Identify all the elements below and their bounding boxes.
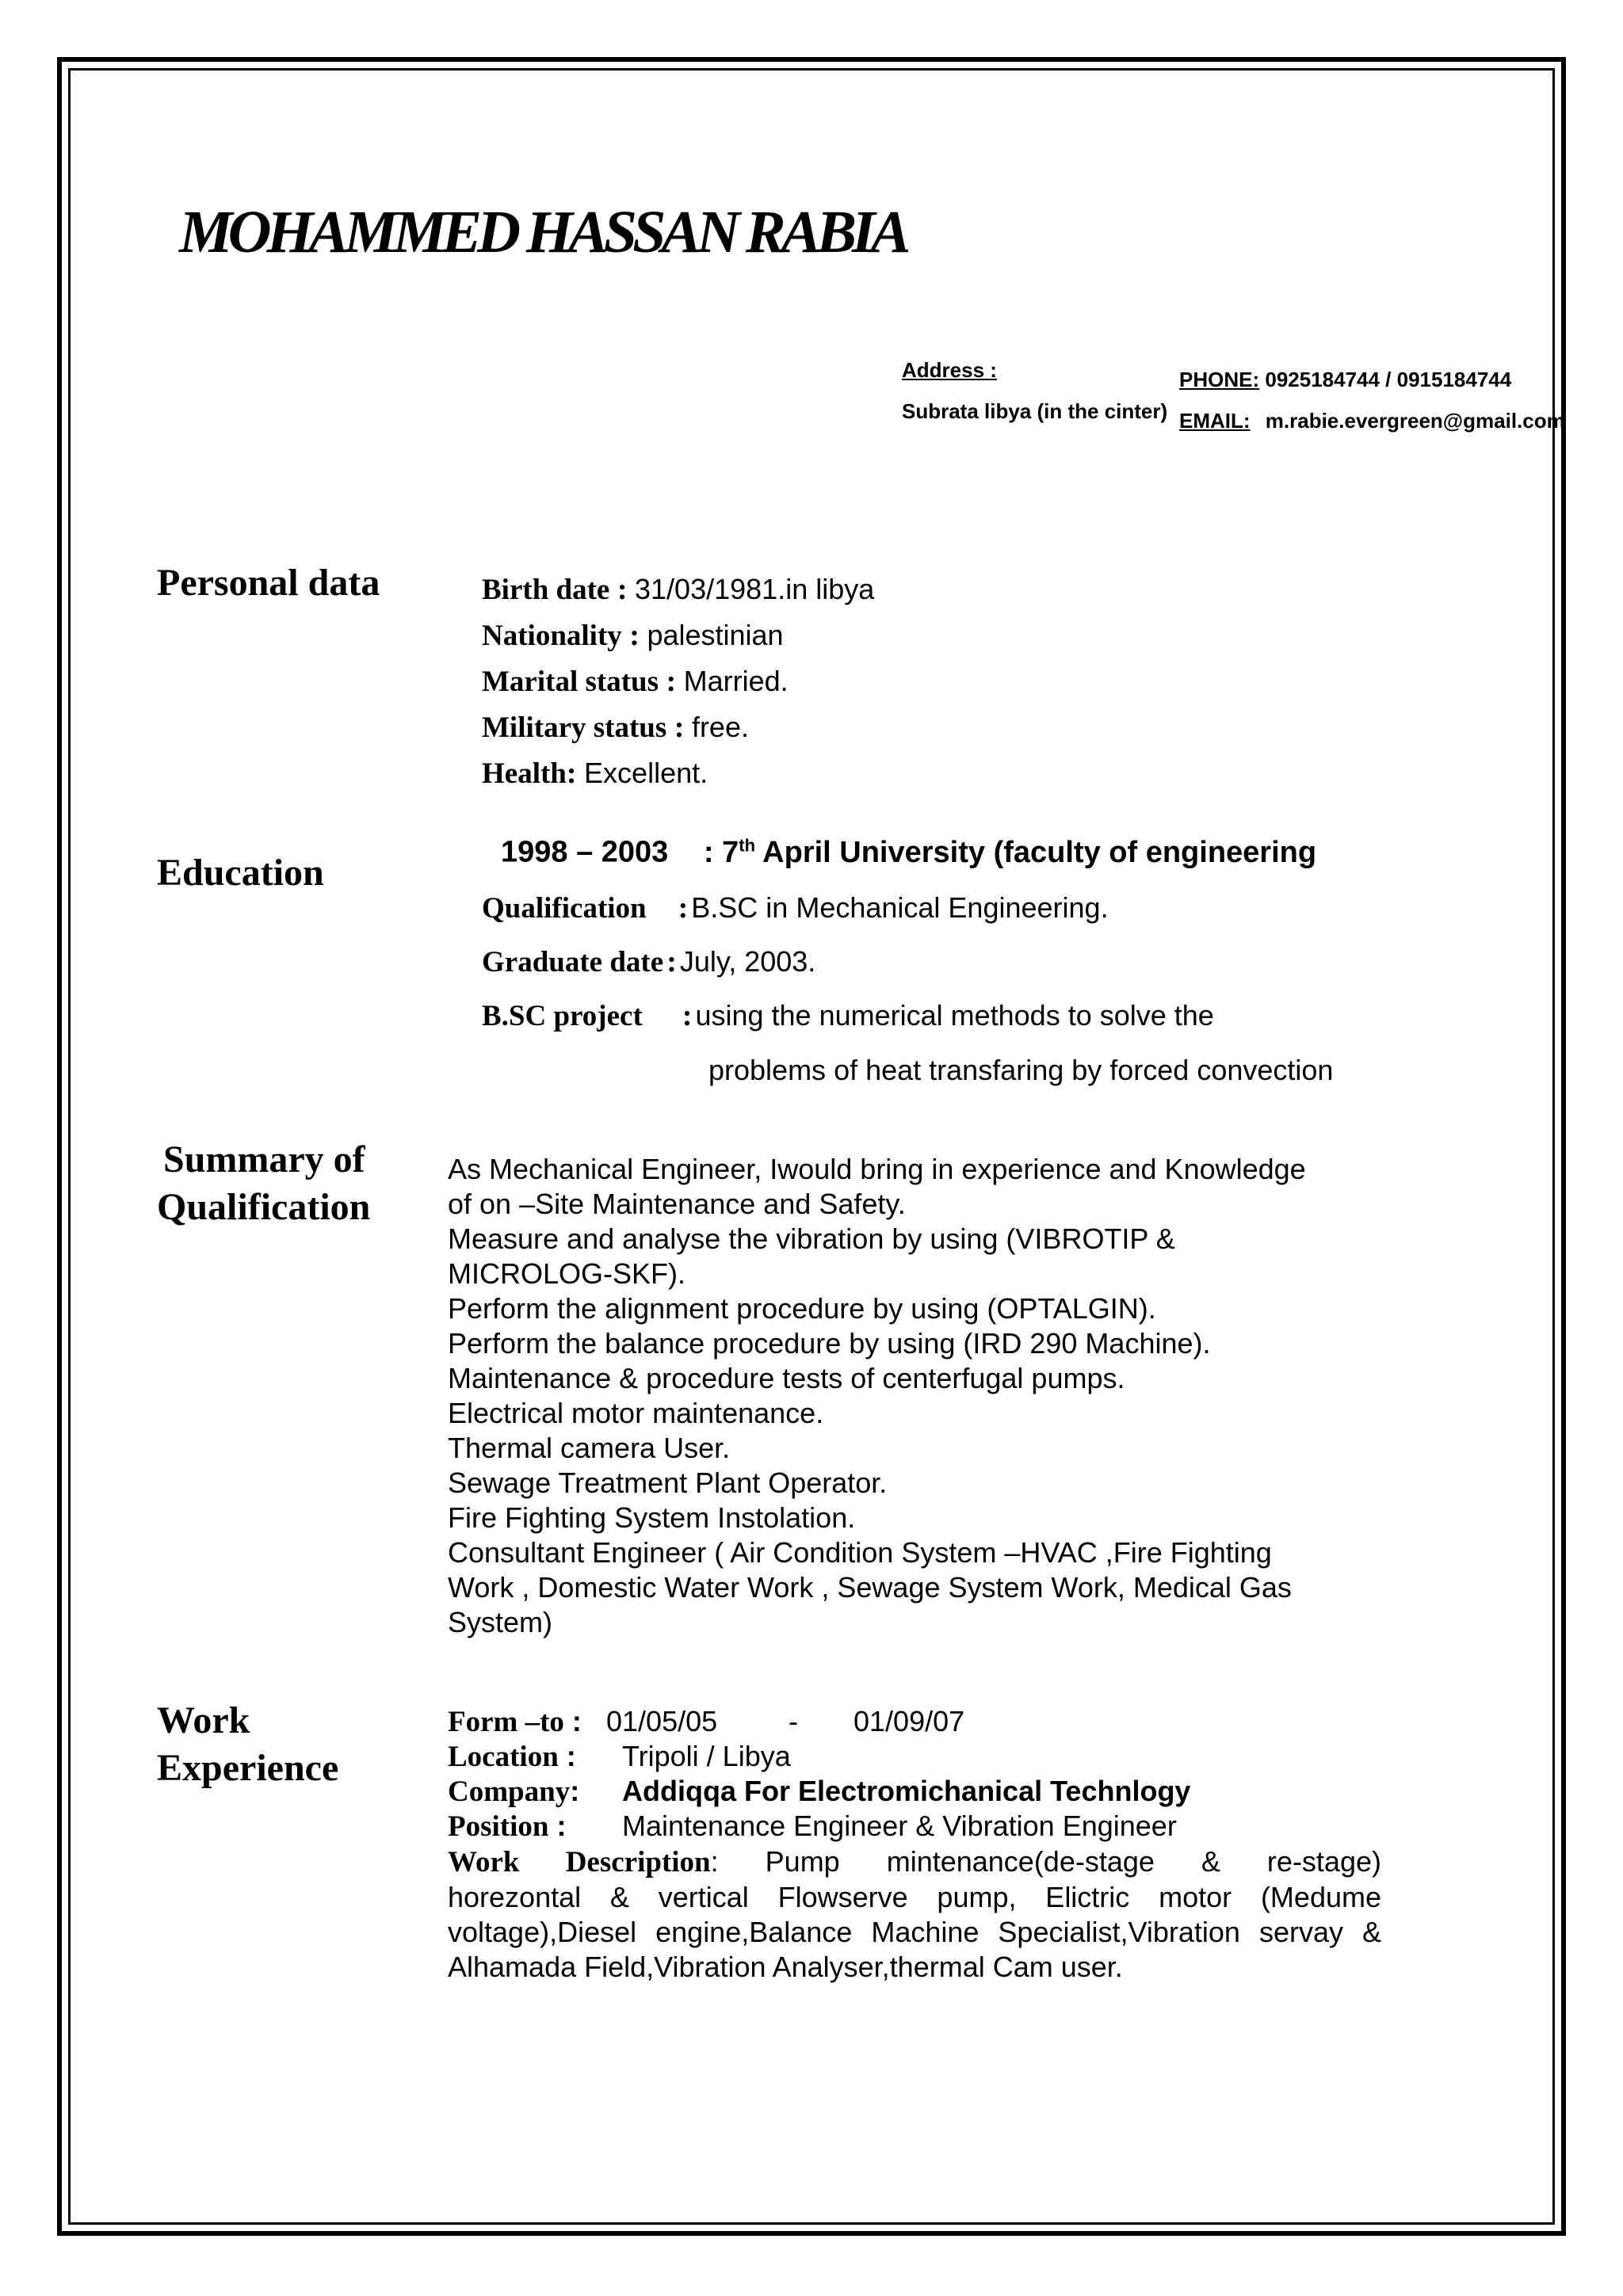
separator: : [621, 619, 647, 652]
qualification-label: Qualification [482, 892, 647, 925]
phone-value: 0925184744 / 0915184744 [1265, 368, 1512, 391]
summary-line: Sewage Treatment Plant Operator. [448, 1466, 888, 1499]
project-label: B.SC project [482, 1000, 643, 1032]
section-title-work-1: Work [157, 1699, 250, 1741]
work-company-row: Company: Addiqqa For Electromichanical Technlogy [448, 1775, 1191, 1808]
summary-line: Electrical motor maintenance. [448, 1397, 824, 1429]
position-label: Position [448, 1810, 549, 1843]
personal-row-military-status [482, 710, 749, 745]
location-label: Location [448, 1741, 559, 1773]
military-status-value: free. [691, 711, 749, 743]
work-description-label: Work Description [448, 1846, 711, 1878]
company-label: Company [448, 1775, 571, 1808]
personal-row-birth-date [482, 572, 874, 607]
personal-row-health [482, 756, 708, 791]
birth-date-label: Birth date [482, 574, 610, 606]
personal-row-nationality [482, 618, 784, 653]
education-years: 1998 – 2003 [501, 835, 669, 869]
summary-line: Maintenance & procedure tests of centerfugal pumps. [448, 1362, 1125, 1394]
section-title-work-2: Experience [157, 1747, 339, 1789]
work-description-line: voltage),Diesel engine,Balance Machine Specialist,Vibration servay & [448, 1916, 1381, 1948]
separator: : [666, 711, 692, 744]
separator: : [659, 665, 684, 698]
work-description: Work Description: Pump mintenance(de-stage & re-stage) horezontal & vertical Flowserve pump, Elictric motor (Medume voltage),Diesel engine,Balance Machine Specialist,Vibration servay & Alhamada Field,Vibration Analyser,thermal Cam user. [448, 1845, 1381, 1983]
company-value: Addiqqa For Electromichanical Technlogy [622, 1775, 1191, 1807]
summary-line: Work , Domestic Water Work , Sewage System Work, Medical Gas [448, 1571, 1292, 1604]
separator: : [678, 891, 689, 925]
phone-label: PHONE: [1179, 368, 1260, 391]
summary-line: Thermal camera User. [448, 1432, 731, 1464]
personal-row-marital-status [482, 664, 789, 699]
summary-line: System) [448, 1606, 553, 1638]
separator: : [609, 573, 636, 606]
separator: : [666, 945, 677, 978]
work-position-row: Position : Maintenance Engineer & Vibration Engineer [448, 1810, 1177, 1843]
military-status-label: Military status [482, 711, 667, 744]
address-label: Address : [902, 358, 997, 382]
form-to-value: 01/09/07 [854, 1705, 965, 1737]
summary-line: Fire Fighting System Instolation. [448, 1501, 856, 1534]
project-value-1: using the numerical methods to solve the [695, 999, 1214, 1032]
marital-status-value: Married. [683, 665, 789, 697]
work-form-to-row: Form –to : 01/05/05 - 01/09/07 [448, 1705, 965, 1738]
work-description-line: horezontal & vertical Flowserve pump, Elictric motor (Medume [448, 1881, 1381, 1913]
section-title-personal: Personal data [157, 562, 380, 604]
qualification-value: B.SC in Mechanical Engineering. [691, 891, 1109, 924]
work-description-line: Pump mintenance(de-stage & re-stage) [765, 1845, 1381, 1878]
education-project-row [482, 998, 1214, 1033]
section-title-education: Education [157, 852, 324, 894]
health-label: Health [482, 757, 567, 790]
birth-date-value: 31/03/1981.in libya [635, 573, 875, 605]
section-title-summary-1: Summary of [163, 1138, 365, 1180]
project-value-2: problems of heat transfaring by forced convection [708, 1054, 1334, 1086]
graduate-date-label: Graduate date [482, 946, 664, 978]
nationality-label: Nationality [482, 620, 622, 652]
summary-line: Perform the alignment procedure by using (OPTALGIN). [448, 1292, 1156, 1325]
health-value: Excellent. [584, 757, 708, 789]
marital-status-label: Marital status [482, 666, 659, 698]
summary-line: of on –Site Maintenance and Safety. [448, 1188, 906, 1220]
form-from-value: 01/05/05 [606, 1705, 718, 1737]
email-line [1179, 409, 1565, 433]
graduate-date-value: July, 2003. [679, 945, 816, 978]
phone-line [1179, 368, 1511, 392]
education-university: : 7th April University (faculty of engineering [703, 835, 1317, 869]
separator: : [566, 757, 585, 790]
summary-line: As Mechanical Engineer, Iwould bring in experience and Knowledge [448, 1153, 1306, 1185]
summary-list [448, 1152, 1306, 1640]
candidate-name: MOHAMMED HASSAN RABIA [179, 199, 907, 265]
summary-line: Perform the balance procedure by using (IRD 290 Machine). [448, 1327, 1211, 1360]
summary-line: Consultant Engineer ( Air Condition System –HVAC ,Fire Fighting [448, 1536, 1272, 1569]
location-value: Tripoli / Libya [622, 1740, 791, 1772]
form-to-label: Form –to [448, 1706, 564, 1738]
education-graduate-row [482, 944, 815, 979]
email-value[interactable]: m.rabie.evergreen@gmail.com [1265, 409, 1565, 433]
work-description-line: Alhamada Field,Vibration Analyser,thermal Cam user. [448, 1951, 1123, 1983]
separator: : [682, 999, 693, 1032]
position-value: Maintenance Engineer & Vibration Engineer [622, 1810, 1177, 1842]
education-university-line [501, 835, 1316, 870]
summary-line: Measure and analyse the vibration by using (VIBROTIP & [448, 1222, 1175, 1255]
nationality-value: palestinian [647, 619, 784, 651]
address-value: Subrata libya (in the cinter) [902, 399, 1168, 423]
education-qualification-row [482, 891, 1109, 925]
work-location-row: Location : Tripoli / Libya [448, 1740, 791, 1773]
section-title-summary-2: Qualification [157, 1186, 371, 1228]
summary-line: MICROLOG-SKF). [448, 1257, 686, 1290]
form-dash: - [789, 1705, 798, 1737]
email-label: EMAIL: [1179, 409, 1251, 433]
